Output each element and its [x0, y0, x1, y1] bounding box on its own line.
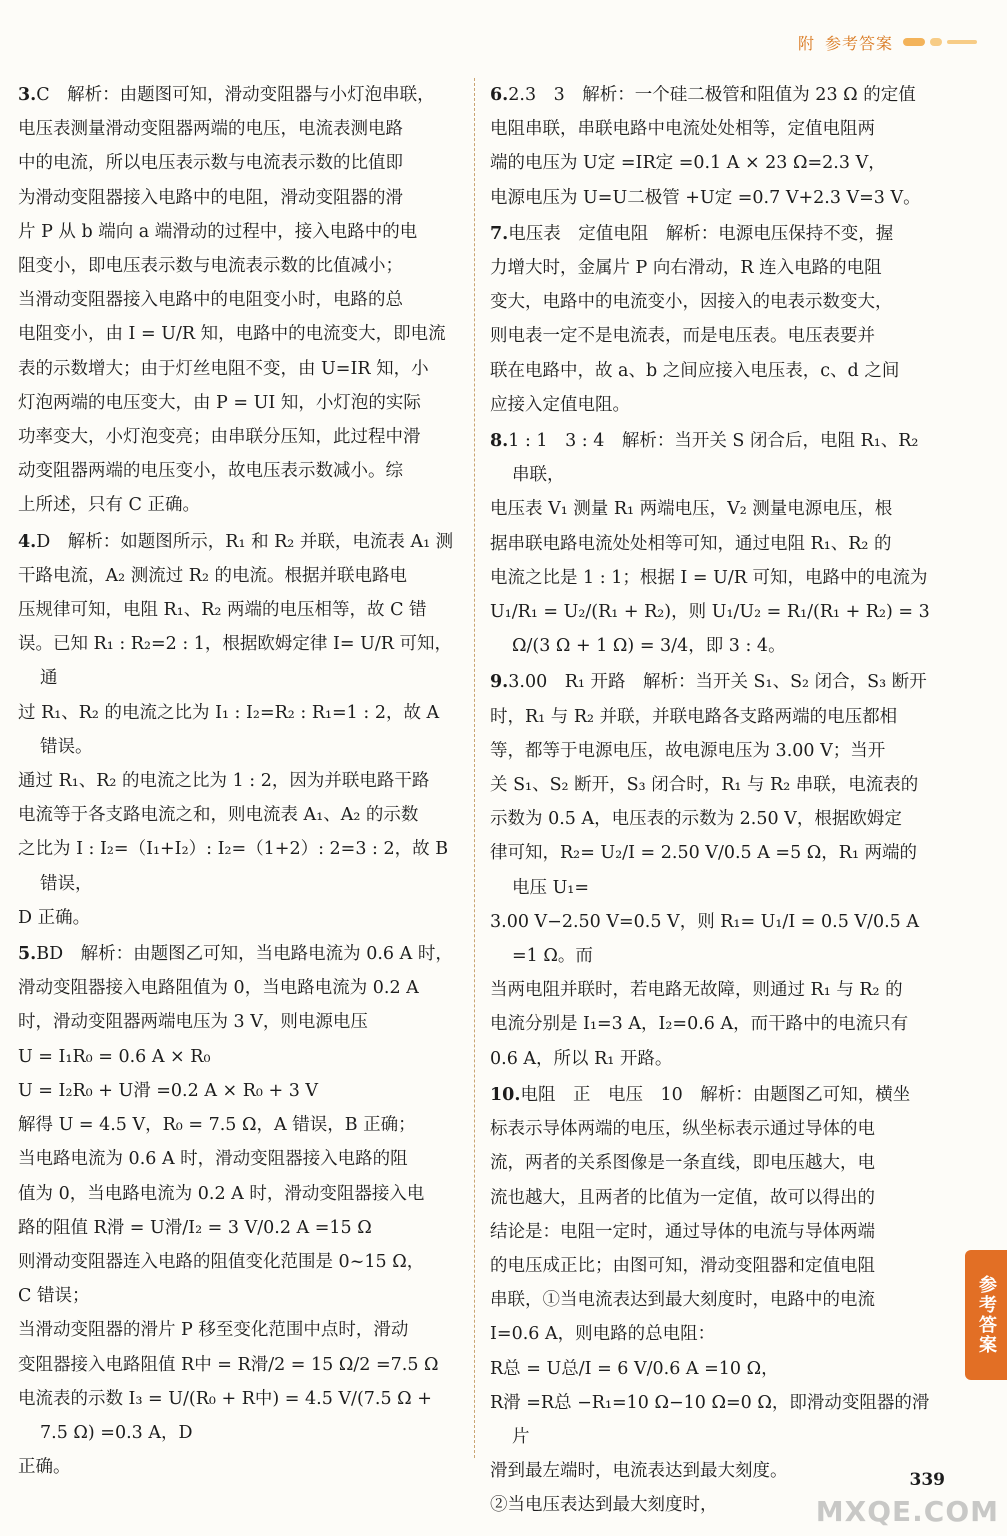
page-header [798, 22, 977, 62]
left-column [18, 78, 458, 1484]
answer-number: 4. [18, 531, 37, 552]
answer-line: 当两电阻并联时，若电路无故障，则通过 R₁ 与 R₂ 的 [490, 980, 903, 1001]
answer-line: 干路电流，A₂ 测流过 R₂ 的电流。根据并联电路电 [18, 565, 408, 586]
answer-item [18, 525, 458, 935]
answer-line: 上所述，只有 C 正确。 [18, 495, 201, 516]
answer-line: 滑到最左端时，电流表达到最大刻度。 [490, 1461, 788, 1482]
answer-line: U = I₁R₀ = 0.6 A × R₀ [18, 1046, 211, 1067]
answer-line: 则滑动变阻器连入电路的阻值变化范围是 0~15 Ω， [18, 1251, 425, 1272]
answer-line: 阻变小，即电压表示数与电流表示数的比值减小； [18, 256, 403, 277]
answer-line: 时，R₁ 与 R₂ 并联，并联电路各支路两端的电压都相 [490, 706, 898, 727]
answer-line: 误。已知 R₁ : R₂=2 : 1，根据欧姆定律 I= U/R 可知，通 [18, 634, 453, 689]
answer-line: 的电压成正比；由图可知，滑动变阻器和定值电阻 [490, 1255, 875, 1276]
answer-number: 9. [490, 672, 509, 693]
side-tab-label: 参考答案 [976, 1275, 997, 1355]
answer-line: 压规律可知，电阻 R₁、R₂ 两端的电压相等，故 C 错 [18, 600, 427, 621]
answer-line: 功率变大，小灯泡变亮；由串联分压知，此过程中滑 [18, 427, 421, 448]
answer-line: 通过 R₁、R₂ 的电流之比为 1 : 2，因为并联电路干路 [18, 771, 430, 792]
answer-line: BD 解析：由题图乙可知，当电路电流为 0.6 A 时， [36, 944, 453, 965]
answer-line: 流也越大，且两者的比值为一定值，故可以得出的 [490, 1187, 875, 1208]
page-number: 339 [909, 1470, 945, 1490]
answer-line: 路的阻值 R滑 = U滑/I₂ = 3 V/0.2 A =15 Ω [18, 1217, 372, 1238]
answer-line: U₁/R₁ = U₂/(R₁ + R₂)，则 U₁/U₂ = R₁/(R₁ + R₂) = 3 Ω/(3 Ω + 1 Ω) = 3/4，即 3 : 4。 [490, 602, 930, 657]
answer-item [490, 1078, 930, 1523]
answer-line: 当电路电流为 0.6 A 时，滑动变阻器接入电路的阻 [18, 1149, 408, 1170]
answer-line: 2.3 3 解析：一个硅二极管和阻值为 23 Ω 的定值 [508, 85, 916, 105]
header-decoration [903, 38, 977, 46]
answer-line: 0.6 A，所以 R₁ 开路。 [490, 1048, 673, 1069]
answer-line: 当滑动变阻器的滑片 P 移至变化范围中点时，滑动 [18, 1320, 409, 1341]
answer-line: 为滑动变阻器接入电路中的电阻，滑动变阻器的滑 [18, 187, 403, 208]
answer-number: 6. [490, 85, 509, 105]
answer-line: 电阻 正 电压 10 解析：由题图乙可知，横坐 [520, 1084, 911, 1105]
answer-line: 中的电流，所以电压表示数与电流表示数的比值即 [18, 153, 403, 174]
answer-line: 应接入定值电阻。 [490, 394, 630, 415]
answer-line: 当滑动变阻器接入电路中的电阻变小时，电路的总 [18, 290, 403, 311]
answer-line: 等，都等于电源电压，故电源电压为 3.00 V；当开 [490, 740, 886, 761]
column-divider [474, 78, 475, 1458]
answer-line: D 解析：如题图所示，R₁ 和 R₂ 并联，电流表 A₁ 测 [36, 531, 454, 552]
answer-line: 关 S₁、S₂ 断开，S₃ 闭合时，R₁ 与 R₂ 串联，电流表的 [490, 775, 919, 796]
answer-line: 过 R₁、R₂ 的电流之比为 I₁ : I₂=R₂ : R₁=1 : 2，故 A 错误。 [18, 702, 440, 757]
answer-line: 值为 0，当电路电流为 0.2 A 时，滑动变阻器接入电 [18, 1183, 425, 1204]
answer-item [18, 937, 458, 1484]
answer-line: 电压表测量滑动变阻器两端的电压，电流表测电路 [18, 119, 403, 140]
answer-line: 电压表 定值电阻 解析：电源电压保持不变，握 [508, 223, 894, 244]
answer-line: 3.00 R₁ 开路 解析：当开关 S₁、S₂ 闭合，S₃ 断开 [508, 672, 927, 693]
answer-item [490, 217, 930, 422]
answer-line: 时，滑动变阻器两端电压为 3 V，则电源电压 [18, 1012, 368, 1033]
answer-line: 端的电压为 U定 =IR定 =0.1 A × 23 Ω=2.3 V， [490, 153, 886, 174]
answer-line: 正确。 [18, 1457, 71, 1478]
answer-line: 变阻器接入电路阻值 R中 = R滑/2 = 15 Ω/2 =7.5 Ω [18, 1354, 439, 1375]
header-label-appendix: 附 [797, 33, 815, 53]
answer-line: 结论是：电阻一定时，通过导体的电流与导体两端 [490, 1221, 875, 1242]
answer-line: 变大，电路中的电流变小，因接入的电表示数变大， [490, 292, 893, 313]
side-tab [965, 1250, 1007, 1380]
answer-line: 示数为 0.5 A，电压表的示数为 2.50 V，根据欧姆定 [490, 809, 902, 830]
answer-line: 之比为 I : I₂=（I₁+I₂）: I₂=（1+2）: 2=3 : 2，故 B 错误， [18, 839, 449, 894]
answer-line: I=0.6 A，则电路的总电阻： [490, 1324, 716, 1345]
answer-item [490, 78, 930, 215]
answer-line: 解得 U = 4.5 V，R₀ = 7.5 Ω，A 错误，B 正确； [18, 1115, 416, 1136]
answer-number: 10. [490, 1084, 521, 1105]
answer-line: C 错误； [18, 1286, 90, 1307]
answer-line: 3.00 V−2.50 V=0.5 V，则 R₁= U₁/I = 0.5 V/0.5 A =1 Ω。而 [490, 911, 919, 967]
answer-line: R滑 =R总 −R₁=10 Ω−10 Ω=0 Ω，即滑动变阻器的滑片 [490, 1392, 930, 1447]
answer-item [490, 424, 930, 663]
answer-line: 则电表一定不是电流表，而是电压表。电压表要并 [490, 326, 875, 347]
answer-line: 表的示数增大；由于灯丝电阻不变，由 U=IR 知，小 [18, 358, 429, 379]
answer-line: 联在电路中，故 a、b 之间应接入电压表，c、d 之间 [490, 360, 900, 381]
answer-line: 灯泡两端的电压变大，由 P = UI 知，小灯泡的实际 [18, 392, 421, 413]
answer-line: D 正确。 [18, 907, 91, 928]
answer-line: 片 P 从 b 端向 a 端滑动的过程中，接入电路中的电 [18, 221, 418, 242]
answer-line: 动变阻器两端的电压变小，故电压表示数减小。综 [18, 461, 403, 482]
answer-number: 7. [490, 223, 509, 244]
answer-line: 电流表的示数 I₃ = U/(R₀ + R中) = 4.5 V/(7.5 Ω + 7.5 Ω) =0.3 A，D [18, 1388, 432, 1443]
answer-line: 电流等于各支路电流之和，则电流表 A₁、A₂ 的示数 [18, 805, 419, 826]
answer-item [490, 665, 930, 1075]
answer-line: 电流之比是 1 : 1；根据 I = U/R 可知，电路中的电流为 [490, 567, 928, 588]
answer-line: U = I₂R₀ + U滑 =0.2 A × R₀ + 3 V [18, 1080, 319, 1101]
answer-line: 律可知，R₂= U₂/I = 2.50 V/0.5 A =5 Ω，R₁ 两端的电压 U₁= [490, 843, 918, 898]
answer-line: 电压表 V₁ 测量 R₁ 两端电压，V₂ 测量电源电压，根 [490, 499, 893, 520]
header-label-answers: 参考答案 [824, 33, 893, 53]
answer-line: 串联，①当电流表达到最大刻度时，电路中的电流 [490, 1290, 875, 1311]
answer-line: 流，两者的关系图像是一条直线，即电压越大，电 [490, 1153, 875, 1174]
answer-line: 电阻变小，由 I = U/R 知，电路中的电流变大，即电流 [18, 324, 446, 345]
answer-line: 据串联电路电流处处相等可知，通过电阻 R₁、R₂ 的 [490, 533, 892, 554]
answer-number: 3. [18, 85, 37, 105]
answer-line: C 解析：由题图可知，滑动变阻器与小灯泡串联， [36, 85, 435, 105]
answer-line: R总 = U总/I = 6 V/0.6 A =10 Ω， [490, 1358, 779, 1379]
right-column [490, 78, 930, 1523]
answer-line: 1 : 1 3 : 4 解析：当开关 S 闭合后，电阻 R₁、R₂ 串联， [508, 431, 919, 486]
answer-line: 滑动变阻器接入电路阻值为 0，当电路电流为 0.2 A [18, 978, 419, 999]
watermark: MXQE.COM [815, 1495, 999, 1528]
answer-item [18, 78, 458, 523]
answer-line: 力增大时，金属片 P 向右滑动，R 连入电路的电阻 [490, 258, 882, 279]
answer-number: 5. [18, 944, 37, 965]
answer-number: 8. [490, 431, 509, 452]
answer-line: ②当电压表达到最大刻度时， [490, 1495, 718, 1516]
answer-line: 电流分别是 I₁=3 A，I₂=0.6 A，而干路中的电流只有 [490, 1014, 909, 1035]
answer-line: 电阻串联，串联电路中电流处处相等，定值电阻两 [490, 119, 875, 140]
answer-line: 标表示导体两端的电压，纵坐标表示通过导体的电 [490, 1119, 875, 1140]
answer-line: 电源电压为 U=U二极管 +U定 =0.7 V+2.3 V=3 V。 [490, 187, 921, 208]
